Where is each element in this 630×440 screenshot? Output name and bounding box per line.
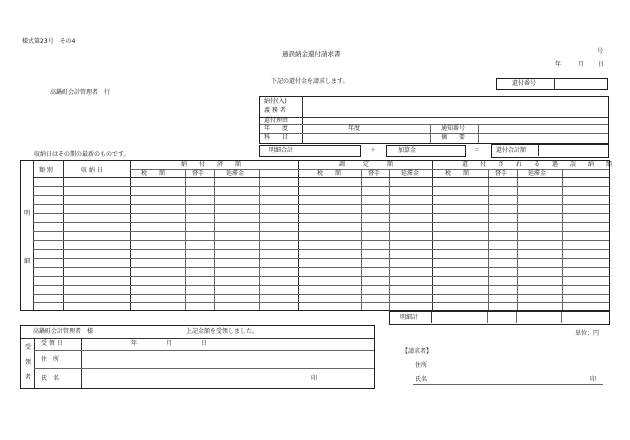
col-header-date: 収 納 日 (81, 167, 103, 174)
claimant-name-field[interactable] (435, 375, 585, 384)
sub-header-fee-2: 督手 (368, 170, 381, 177)
sub-header-tax-1: 税 額 (141, 170, 166, 177)
detail-total-label: 明細合計 (269, 147, 294, 154)
notice-number-label: 通知番号 (441, 125, 466, 132)
number-suffix: 号 (597, 48, 604, 55)
detail-table (20, 160, 613, 311)
refund-number-label: 還付番号 (512, 80, 537, 87)
refund-total-label: 還付合計額 (496, 147, 527, 154)
group-header-refund: 還 付 さ れ る 過 誤 納 額 (462, 161, 613, 168)
payer-label-1: 納付(入) (264, 98, 287, 105)
col-header-type: 類 別 (39, 167, 53, 174)
receipt-received-text: 上記金額を受領しました。 (186, 328, 259, 335)
detail-side-label-1: 明 (24, 210, 31, 217)
request-text: 下記の還付金を請求します。 (271, 78, 349, 85)
payer-label-2: 義 務 者 (264, 107, 286, 114)
payer-field[interactable] (303, 98, 607, 116)
equals-sign: ＝ (474, 147, 481, 154)
detail-sum-label: 明細計 (400, 314, 419, 321)
claimant-name-underline (413, 384, 603, 385)
date-month-label: 月 (578, 61, 585, 68)
remarks-label: 摘 要 (441, 134, 466, 141)
receiver-side-3: 者 (25, 374, 32, 381)
receiver-address-field[interactable] (82, 351, 372, 367)
detail-sum-row (389, 311, 610, 325)
sub-header-tax-2: 税 額 (317, 170, 342, 177)
receiver-address-label: 住 所 (41, 356, 60, 363)
receiver-name-field[interactable] (82, 369, 302, 387)
reason-label: 還付理由 (264, 117, 289, 124)
claimant-address-label: 住所 (415, 362, 428, 369)
item-label: 科 目 (264, 134, 289, 141)
additional-amount-label: 加算金 (398, 147, 417, 154)
refund-total-box (491, 144, 609, 158)
receipt-date-label: 受 領 日 (41, 340, 63, 347)
receipt-year-label: 年 (131, 340, 138, 347)
date-day-label: 日 (598, 61, 605, 68)
sub-header-fee-1: 督手 (192, 170, 205, 177)
group-header-paid: 納 付 済 額 (181, 161, 242, 168)
detail-side-label-2: 細 (24, 258, 31, 265)
sub-header-late-2: 延滞金 (401, 170, 420, 177)
sub-header-late-3: 延滞金 (528, 170, 547, 177)
receipt-note: 収納日はその期の最新のものです。 (34, 151, 130, 158)
plus-sign: ＋ (370, 147, 377, 154)
receipt-box (20, 325, 375, 389)
sub-header-late-1: 延滞金 (226, 170, 245, 177)
sub-header-fee-3: 督手 (495, 170, 508, 177)
refund-number-field[interactable] (553, 80, 607, 89)
form-number: 様式第23号 その4 (22, 38, 76, 45)
claimant-heading: 【請求者】 (402, 348, 433, 355)
addressee: 高鍋町会計管理者 行 (50, 89, 111, 96)
receiver-side-2: 領 (25, 359, 32, 366)
receiver-seal-label: 印 (311, 375, 318, 382)
fiscal-year-label: 年 度 (264, 125, 289, 132)
receiver-side-1: 受 (25, 344, 32, 351)
group-header-adjust: 調 定 額 (339, 161, 394, 168)
receipt-month-label: 月 (166, 340, 173, 347)
claimant-seal-label: 印 (590, 376, 597, 383)
nendo-label: 年度 (348, 125, 361, 132)
date-year-label: 年 (555, 61, 562, 68)
detail-total-box (259, 145, 361, 157)
additional-amount-box (386, 145, 466, 157)
info-table (259, 96, 609, 144)
claimant-name-label: 氏名 (415, 376, 428, 383)
sub-header-tax-3: 税 額 (445, 170, 470, 177)
claimant-address-field[interactable] (435, 361, 595, 370)
receipt-day-label: 日 (201, 340, 208, 347)
receipt-to: 高鍋町会計管理者 様 (33, 328, 94, 335)
unit-label: 単位：円 (575, 330, 600, 337)
receiver-name-label: 氏 名 (41, 375, 60, 382)
page-title: 過誤納金還付請求書 (282, 50, 341, 58)
